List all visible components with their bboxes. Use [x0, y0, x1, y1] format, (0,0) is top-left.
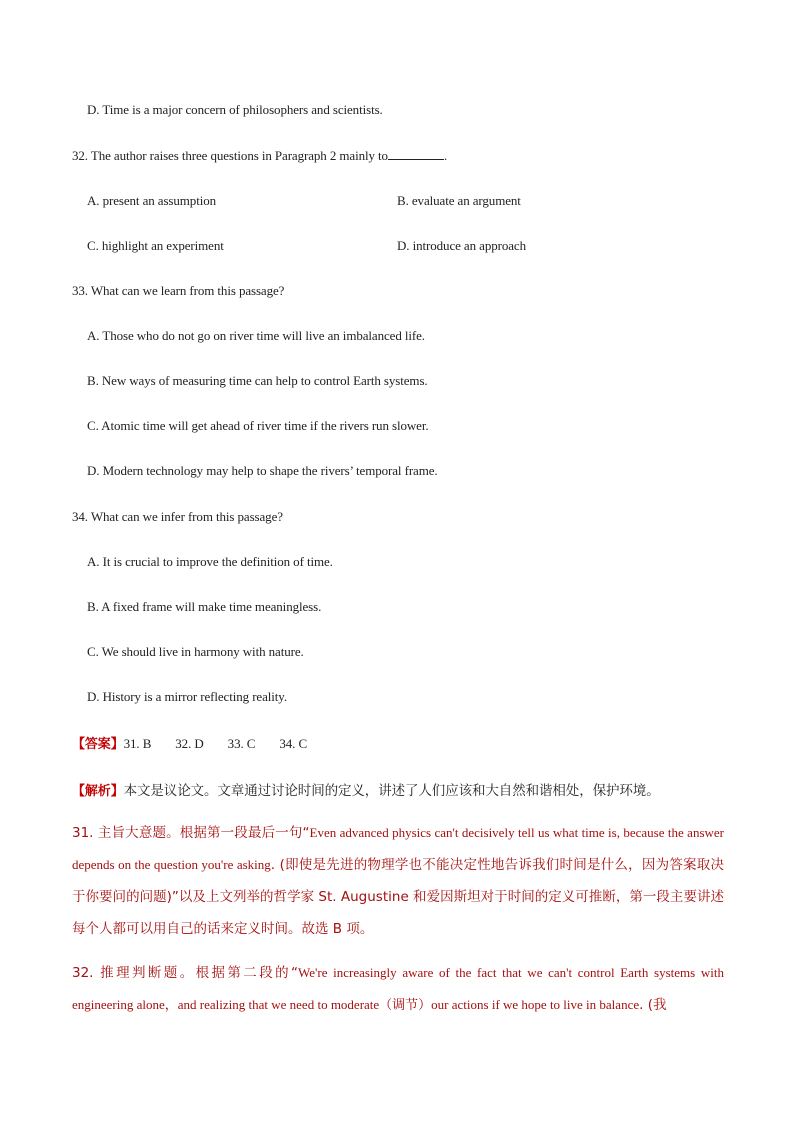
q31-option-d: D. Time is a major concern of philosophers and scientists.	[87, 102, 383, 117]
explanation-32	[72, 957, 724, 1021]
analysis-summary: 本文是议论文。文章通过讨论时间的定义，讲述了人们应该和大自然和谐相处，保护环境。	[123, 783, 660, 799]
q32-option-b: B. evaluate an argument	[397, 193, 521, 208]
answer-tag: 【答案】	[72, 737, 124, 752]
q32-option-c: C. highlight an experiment	[87, 238, 224, 253]
q32-option-a: A. present an assumption	[87, 193, 217, 208]
answer-value: 34. C	[279, 736, 308, 751]
q34-option-a: A. It is crucial to improve the definition of time.	[87, 554, 333, 569]
q32-option-d: D. introduce an approach	[397, 238, 526, 253]
answer-blank	[388, 148, 444, 160]
answer-line	[72, 733, 331, 752]
q34-option-c: C. We should live in harmony with nature.	[87, 644, 304, 659]
explanation-32-quote: We're increasingly aware of the fact that we can't control Earth systems with engineering alone，and realizing that we need to moderate（调节）our actions if we hope to live in balance	[72, 965, 724, 1012]
analysis-tag: 【解析】	[72, 784, 124, 799]
answer-value: 31. B	[123, 736, 152, 751]
answer-value: 32. D	[175, 736, 204, 751]
q33-stem: 33. What can we learn from this passage?	[72, 283, 285, 298]
answer-value: 33. C	[227, 736, 256, 751]
explanation-31	[72, 817, 724, 945]
q34-option-d: D. History is a mirror reflecting reality.	[87, 689, 288, 704]
q32-stem-end: .	[443, 148, 448, 163]
answer-values	[124, 736, 331, 751]
q33-option-a: A. Those who do not go on river time will live an imbalanced life.	[87, 328, 425, 343]
explanation-31-label: 31. 主旨大意题。根据第一段最后一句“	[72, 825, 310, 841]
q33-option-b: B. New ways of measuring time can help to control Earth systems.	[87, 373, 428, 388]
q34-stem: 34. What can we infer from this passage?	[72, 509, 283, 524]
explanation-32-label: 32. 推理判断题。根据第二段的“	[72, 965, 299, 981]
q32-stem-text: 32. The author raises three questions in Paragraph 2 mainly to	[72, 148, 388, 163]
q32-stem	[72, 148, 447, 164]
explanation-32-translation: . (我	[639, 997, 667, 1013]
q33-option-c: C. Atomic time will get ahead of river time if the rivers run slower.	[87, 418, 429, 433]
q33-option-d: D. Modern technology may help to shape the rivers’ temporal frame.	[87, 463, 438, 478]
explanation-31-quote: Even advanced physics can't decisively tell us what time is, because the answer depends on the question you're asking	[72, 825, 724, 872]
analysis-line	[72, 779, 660, 799]
q34-option-b: B. A fixed frame will make time meaningless.	[87, 599, 322, 614]
explanation-31-translation: . (即使是先进的物理学也不能决定性地告诉我们时间是什么，因为答案取决于你要问的问题)”以及上文列举的哲学家 St. Augustine 和爱因斯坦对于时间的定义可推断，第一段主要讲述每个人都可以用自己的话来定义时间。故选 B 项。	[72, 857, 724, 937]
